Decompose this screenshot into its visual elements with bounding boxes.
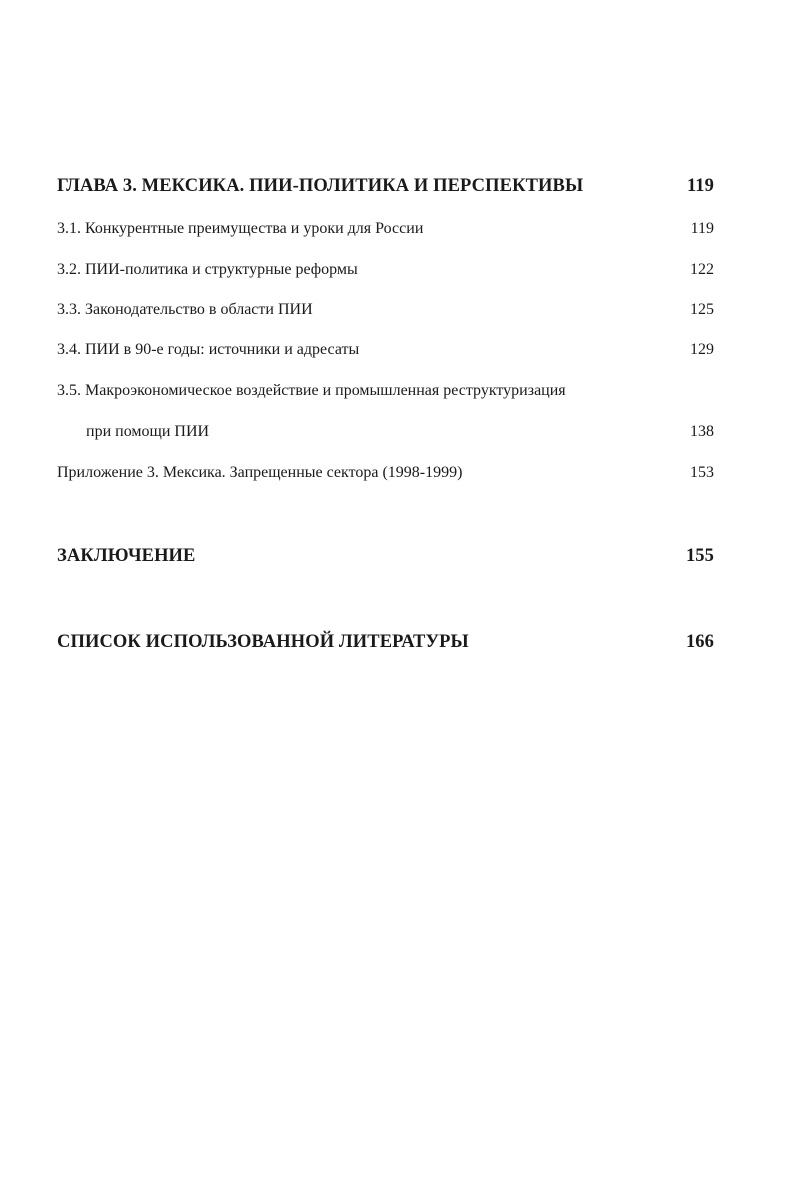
toc-references — [57, 632, 714, 653]
toc-chapter-3-title: ГЛАВА 3. МЕКСИКА. ПИИ-ПОЛИТИКА И ПЕРСПЕКТИВЫ — [57, 176, 584, 196]
toc-item-page: 122 — [690, 261, 714, 278]
toc-item-3-2 — [57, 261, 714, 279]
toc-item-page: 125 — [690, 301, 714, 318]
toc-item-label: 3.4. ПИИ в 90-е годы: источники и адресаты — [57, 341, 360, 358]
toc-references-page: 166 — [685, 632, 714, 652]
toc-item-3-1 — [57, 220, 714, 238]
toc-item-label: при помощи ПИИ — [86, 423, 210, 440]
toc-item-label: Приложение 3. Мексика. Запрещенные сектора (1998-1999) — [57, 464, 463, 481]
toc-conclusion-page: 155 — [685, 546, 714, 566]
toc-chapter-3 — [57, 176, 714, 197]
toc-item-3-4 — [57, 341, 714, 359]
toc-item-page: 153 — [690, 464, 714, 481]
toc-item-label: 3.3. Законодательство в области ПИИ — [57, 301, 313, 318]
toc-item-appendix-3 — [57, 464, 714, 482]
toc-chapter-3-page: 119 — [686, 176, 714, 196]
toc-references-title: СПИСОК ИСПОЛЬЗОВАННОЙ ЛИТЕРАТУРЫ — [57, 632, 469, 652]
toc-item-3-3 — [57, 301, 714, 319]
toc-item-label: 3.2. ПИИ-политика и структурные реформы — [57, 261, 358, 278]
toc-conclusion — [57, 546, 714, 567]
toc-conclusion-title: ЗАКЛЮЧЕНИЕ — [57, 546, 196, 566]
toc-item-page: 119 — [690, 220, 714, 237]
toc-item-page: 129 — [690, 341, 714, 358]
toc-item-3-5 — [57, 382, 714, 400]
toc-item-label: 3.1. Конкурентные преимущества и уроки для России — [57, 220, 424, 237]
toc-item-label: 3.5. Макроэкономическое воздействие и промышленная реструктуризация — [57, 382, 566, 399]
toc-item-page: 138 — [690, 423, 714, 440]
toc-item-3-5-continued — [57, 423, 714, 441]
